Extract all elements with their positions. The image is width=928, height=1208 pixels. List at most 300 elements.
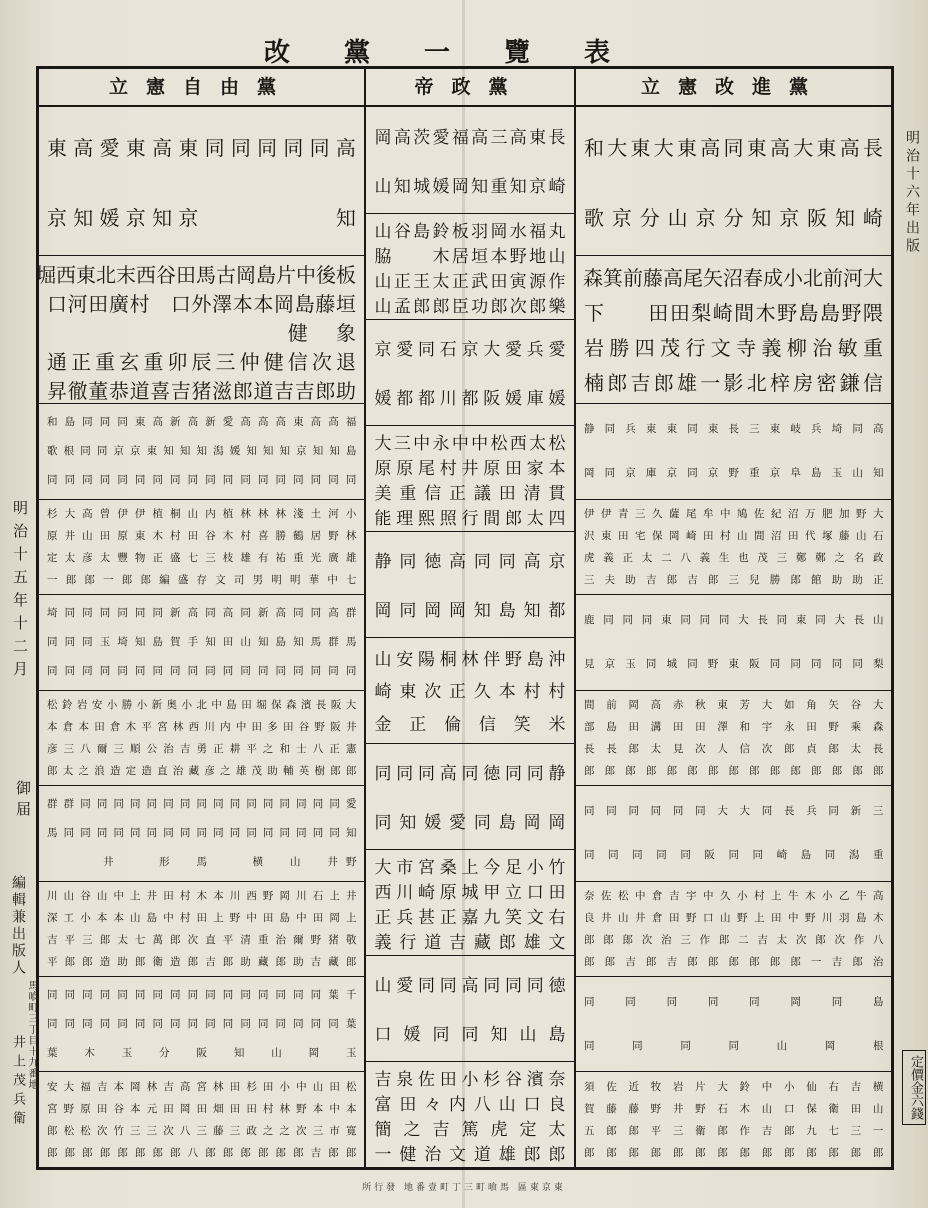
member-char: 同: [117, 416, 128, 429]
member-char: 馬: [310, 636, 322, 649]
member-char: 西: [188, 720, 200, 733]
member-char: 中: [471, 434, 489, 454]
member-char: 千: [345, 989, 357, 1002]
member-char: 武: [471, 272, 489, 292]
member-char: 知: [279, 445, 291, 458]
member-block: [576, 594, 891, 690]
member-char: 中: [163, 911, 174, 924]
member-char: 郎: [584, 955, 595, 968]
member-char: 葉: [345, 1018, 357, 1031]
member-char: 藤: [839, 529, 850, 542]
member-char: 太: [776, 933, 788, 946]
member-char: 倉: [652, 911, 663, 924]
member-row: [584, 1123, 883, 1138]
member-char: 同: [152, 1018, 163, 1031]
member-char: 岡: [790, 996, 801, 1009]
member-char: 同: [196, 827, 207, 840]
member-char: 尾: [686, 507, 697, 520]
member-char: 二: [661, 551, 672, 564]
member-char: 片: [276, 263, 296, 288]
member-char: 治: [172, 764, 184, 777]
member-char: 義: [603, 551, 614, 564]
member-char: 崎: [374, 682, 392, 703]
member-char: 澤: [717, 720, 728, 733]
member-char: 雄: [235, 764, 247, 777]
member-char: 貫: [548, 484, 566, 504]
member-char: 高: [187, 607, 199, 620]
member-char: 箕: [603, 266, 623, 291]
member-char: [178, 854, 188, 869]
member-char: 木: [196, 889, 207, 902]
member-char: 都: [418, 389, 435, 409]
member-char: 岡: [548, 813, 566, 833]
member-char: 之: [262, 1124, 274, 1137]
member-char: 三: [215, 350, 236, 375]
member-char: 崎: [776, 849, 788, 862]
member-char: 三: [146, 1124, 158, 1137]
member-char: 同: [64, 989, 76, 1002]
member-char: 郎: [852, 955, 863, 968]
member-char: 元: [146, 1102, 158, 1115]
member-char: 同: [246, 798, 257, 811]
member-char: 郎: [604, 955, 616, 968]
member-char: 万: [805, 507, 816, 520]
member-char: 西: [56, 263, 76, 288]
member-char: 見: [584, 658, 595, 671]
member-char: 松: [47, 698, 58, 711]
member-char: 長: [872, 742, 884, 755]
member-char: 大: [761, 698, 773, 711]
member-char: 小: [461, 1070, 479, 1090]
member-rows: [366, 743, 574, 849]
member-char: 倉: [652, 889, 663, 902]
member-row: [584, 550, 883, 565]
member-char: 奈: [548, 1070, 566, 1090]
member-rows: [576, 881, 891, 976]
member-char: 大: [653, 135, 674, 160]
member-char: 館: [811, 573, 822, 586]
member-char: 敬: [345, 933, 357, 946]
member-char: 阪: [704, 849, 715, 862]
member-char: 郎: [345, 764, 357, 777]
member-char: 次: [311, 350, 332, 375]
member-char: 喜: [150, 379, 171, 404]
member-row: [584, 297, 883, 326]
member-char: 三: [82, 933, 93, 946]
member-char: 木: [739, 1102, 751, 1115]
member-char: 八: [473, 1095, 491, 1115]
member-char: 倫: [444, 715, 462, 736]
member-char: 八: [872, 933, 884, 946]
party-table: [36, 66, 894, 1170]
member-char: 山: [498, 1095, 516, 1115]
member-char: 同: [80, 798, 91, 811]
member-char: 一: [700, 371, 721, 396]
member-char: 吉: [669, 889, 680, 902]
member-char: 重: [490, 177, 508, 197]
member-char: 高: [839, 135, 860, 160]
member-char: 同: [80, 827, 91, 840]
member-char: 次: [834, 933, 845, 946]
member-char: 山: [548, 247, 566, 267]
member-char: 本: [47, 720, 58, 733]
member-char: 同: [257, 989, 269, 1002]
member-char: 同: [776, 614, 788, 627]
party-heading-shinpo: 立憲改進黨: [576, 69, 891, 107]
member-char: 根: [63, 445, 75, 458]
member-char: 恭: [108, 379, 129, 404]
member-char: 東: [666, 423, 678, 436]
member-char: 野: [509, 247, 527, 267]
member-char: 高: [328, 607, 339, 620]
member-row: [374, 454, 566, 479]
member-rows: [576, 976, 891, 1071]
member-char: 同: [113, 798, 124, 811]
publisher-address: 馬喰町三丁目十九番地: [26, 980, 37, 1090]
member-char: 高: [393, 128, 411, 148]
member-char: 三: [776, 551, 788, 564]
member-char: 愛: [222, 416, 234, 429]
member-char: 盛: [170, 551, 181, 564]
member-rows: [366, 319, 574, 425]
member-char: 谷: [850, 698, 862, 711]
member-char: 足: [505, 858, 522, 878]
member-char: 田: [262, 911, 274, 924]
member-char: 平: [64, 933, 76, 946]
member-char: 永: [783, 720, 795, 733]
member-char: 郎: [64, 1146, 76, 1159]
member-char: 平: [650, 1124, 662, 1137]
member-char: 歌: [584, 205, 604, 230]
member-char: 丸: [548, 222, 566, 242]
member-char: 富: [374, 1095, 392, 1115]
member-char: 同: [187, 989, 199, 1002]
member-char: 村: [179, 911, 191, 924]
member-char: 小: [136, 698, 148, 711]
member-rows: [576, 499, 891, 594]
member-char: 太: [548, 1120, 566, 1140]
member-char: 正: [329, 742, 340, 755]
member-char: 七: [187, 551, 199, 564]
member-char: 野: [737, 911, 748, 924]
member-row: [374, 903, 566, 928]
member-char: 勝: [275, 529, 287, 542]
member-char: 阪: [330, 720, 341, 733]
member-row: [374, 123, 566, 148]
member-char: 信: [863, 371, 883, 396]
member-char: 京: [130, 445, 141, 458]
member-char: 同: [82, 416, 93, 429]
member-char: 玉: [831, 467, 843, 480]
member-row: [47, 605, 356, 620]
member-char: 村: [262, 1102, 274, 1115]
member-char: 家: [526, 459, 544, 479]
member-char: 郎: [345, 1146, 357, 1159]
member-char: 同: [82, 474, 93, 487]
member-char: 島: [798, 301, 819, 326]
member-row: [47, 854, 356, 869]
member-char: 同: [152, 607, 163, 620]
member-char: 埼: [831, 423, 843, 436]
member-char: 郎: [64, 955, 76, 968]
member-char: 中: [703, 889, 714, 902]
member-char: 柳: [786, 336, 807, 361]
member-char: [66, 1045, 76, 1060]
member-char: 太: [99, 551, 111, 564]
member-row: [584, 528, 883, 543]
member-char: 同: [205, 607, 216, 620]
member-char: 同: [811, 658, 822, 671]
member-block: [366, 531, 574, 638]
member-char: [178, 1045, 188, 1060]
member-char: 同: [134, 665, 146, 678]
member-char: 田: [251, 720, 263, 733]
member-char: 信: [478, 715, 496, 736]
member-char: 吉: [96, 1080, 108, 1093]
member-char: 貞: [806, 742, 817, 755]
member-char: 正: [622, 551, 634, 564]
member-char: 知: [399, 813, 417, 833]
member-char: 郎: [645, 955, 657, 968]
member-char: 郎: [628, 1124, 639, 1137]
member-char: 上: [130, 889, 141, 902]
member-char: 大: [873, 507, 884, 520]
member-char: 同: [831, 658, 843, 671]
member-char: 三: [205, 551, 216, 564]
member-char: 福: [345, 416, 357, 429]
member-char: 宅: [635, 529, 646, 542]
member-char: 原: [47, 529, 58, 542]
member-char: 知: [205, 636, 216, 649]
member-char: 知: [233, 1047, 245, 1060]
member-block: [366, 955, 574, 1062]
member-char: 竹: [113, 1124, 124, 1137]
member-char: 郎: [47, 1124, 58, 1137]
member-row: [584, 332, 883, 361]
member-char: 同: [205, 989, 216, 1002]
member-char: 三: [672, 1124, 684, 1137]
member-char: 村: [523, 682, 541, 703]
member-char: 間: [483, 509, 501, 529]
member-char: 同: [152, 665, 163, 678]
member-char: 同: [632, 849, 643, 862]
member-char: 山: [187, 507, 199, 520]
member-char: 矢: [828, 698, 839, 711]
member-char: 群: [47, 798, 58, 811]
member-char: 馬: [47, 827, 58, 840]
member-char: 賀: [584, 1102, 595, 1115]
member-char: 脇: [374, 247, 392, 267]
member-char: 郎: [82, 955, 93, 968]
member-char: 同: [625, 996, 636, 1009]
member-char: 正: [439, 908, 457, 928]
member-char: 分: [639, 205, 660, 230]
member-char: 藤: [213, 1124, 224, 1137]
member-char: 三: [113, 742, 124, 755]
member-char: 樂: [548, 297, 566, 317]
member-block: [366, 743, 574, 850]
member-char: 秋: [695, 698, 706, 711]
member-char: 同: [483, 976, 501, 996]
member-char: 茨: [413, 128, 431, 148]
member-char: 同: [64, 1018, 76, 1031]
member-char: 郎: [687, 955, 698, 968]
member-char: 東: [707, 423, 719, 436]
member-char: 郎: [121, 573, 133, 586]
member-char: 杉: [47, 507, 58, 520]
member-char: 立: [505, 883, 522, 903]
member-char: 同: [187, 665, 199, 678]
member-char: 四: [634, 336, 655, 361]
member-char: 同: [699, 614, 711, 627]
member-char: 京: [461, 340, 479, 360]
member-char: 同: [399, 552, 417, 572]
member-char: 長: [606, 742, 617, 755]
member-char: 京: [178, 205, 199, 230]
member-char: 辰: [191, 350, 212, 375]
member-char: 太: [850, 742, 862, 755]
member-char: 京: [125, 205, 146, 230]
party-column-shinpo: [576, 69, 891, 1167]
member-char: 定: [47, 551, 58, 564]
member-char: 如: [783, 698, 795, 711]
member-char: 同: [229, 798, 241, 811]
member-char: 郎: [653, 371, 674, 396]
member-char: 横: [872, 1080, 884, 1093]
member-row: [584, 132, 883, 161]
member-char: 川: [296, 889, 307, 902]
member-char: 同: [628, 805, 639, 818]
member-char: 田: [618, 529, 629, 542]
member-char: 功: [471, 297, 489, 317]
member-char: 佐: [418, 1070, 435, 1090]
member-char: 同: [96, 827, 108, 840]
member-char: 久: [720, 889, 731, 902]
member-char: 伊: [584, 507, 595, 520]
member-char: 同: [329, 798, 340, 811]
member-char: 同: [275, 665, 287, 678]
member-char: 前: [623, 266, 643, 291]
member-char: 同: [134, 1018, 146, 1031]
member-char: 畑: [213, 1102, 224, 1115]
member-char: 郎: [84, 573, 95, 586]
member-char: 同: [296, 798, 307, 811]
member-char: 牧: [650, 1080, 662, 1093]
member-char: 吉: [645, 573, 657, 586]
member-char: 徹: [67, 379, 88, 404]
member-char: 郎: [604, 764, 616, 777]
member-char: 吉: [310, 1146, 322, 1159]
publish-date-left: 明治十五年十二月: [11, 500, 29, 684]
member-char: 山: [374, 297, 392, 317]
member-char: 助: [117, 955, 128, 968]
member-block: [366, 107, 574, 214]
member-char: 須: [584, 1080, 595, 1093]
member-char: 熙: [418, 509, 435, 529]
member-char: 市: [329, 1124, 340, 1137]
member-char: 同: [47, 1018, 58, 1031]
member-char: 田: [96, 1102, 108, 1115]
member-row: [584, 506, 883, 521]
member-char: 竹: [548, 858, 566, 878]
member-char: 和: [584, 135, 604, 160]
member-char: 梨: [872, 658, 884, 671]
member-char: 東: [134, 416, 146, 429]
member-char: 平: [141, 720, 152, 733]
member-char: 名: [853, 551, 865, 564]
member-char: 三: [872, 805, 884, 818]
member-char: 古: [216, 263, 236, 288]
member-char: 同: [461, 1025, 479, 1045]
member-char: 郎: [811, 764, 822, 777]
member-char: 小: [822, 889, 833, 902]
member-char: 愛: [548, 340, 566, 360]
member-char: 清: [523, 484, 541, 504]
member-char: 原: [80, 1102, 91, 1115]
member-row: [584, 888, 883, 903]
member-char: 郎: [628, 742, 639, 755]
member-row: [584, 741, 883, 756]
member-char: 鹿: [584, 614, 595, 627]
member-char: 同: [296, 827, 307, 840]
member-char: 助: [267, 764, 278, 777]
member-char: 山: [374, 649, 392, 670]
member-char: 健: [287, 321, 308, 346]
member-char: 三: [749, 423, 760, 436]
member-char: 米: [548, 715, 566, 736]
member-char: 同: [170, 665, 181, 678]
member-char: 島: [872, 996, 884, 1009]
member-rows: [366, 637, 574, 743]
member-char: [140, 1045, 150, 1060]
member-char: 本: [78, 720, 89, 733]
member-char: 知: [73, 205, 94, 230]
member-char: 京: [548, 552, 566, 572]
member-char: 同: [262, 827, 274, 840]
member-row: [47, 825, 356, 840]
member-char: 高: [328, 416, 339, 429]
member-char: 長: [863, 135, 883, 160]
member-char: 小: [526, 858, 544, 878]
member-char: 太: [641, 551, 653, 564]
member-char: 知: [509, 177, 527, 197]
member-char: [327, 1045, 337, 1060]
member-char: 盛: [177, 573, 189, 586]
member-rows: [366, 849, 574, 955]
member-row: [374, 267, 566, 292]
member-char: 華: [308, 573, 320, 586]
publish-date-right: 明治十六年出版: [904, 130, 920, 256]
member-char: 也: [738, 551, 749, 564]
member-char: 玉: [625, 658, 636, 671]
member-char: 伊: [117, 507, 128, 520]
member-char: 同: [64, 665, 76, 678]
member-char: 同: [222, 989, 234, 1002]
member-char: 同: [399, 601, 417, 621]
member-char: [231, 202, 251, 231]
member-char: 健: [263, 350, 284, 375]
member-char: 同: [146, 798, 158, 811]
member-char: [47, 317, 67, 346]
member-char: 同: [257, 135, 278, 160]
member-char: 廣: [108, 292, 129, 317]
member-char: 甚: [418, 908, 435, 928]
member-block: [39, 881, 364, 977]
member-char: 吉: [449, 933, 467, 953]
member-char: 林: [275, 507, 287, 520]
member-char: 本: [490, 247, 508, 267]
member-char: 光: [310, 551, 322, 564]
